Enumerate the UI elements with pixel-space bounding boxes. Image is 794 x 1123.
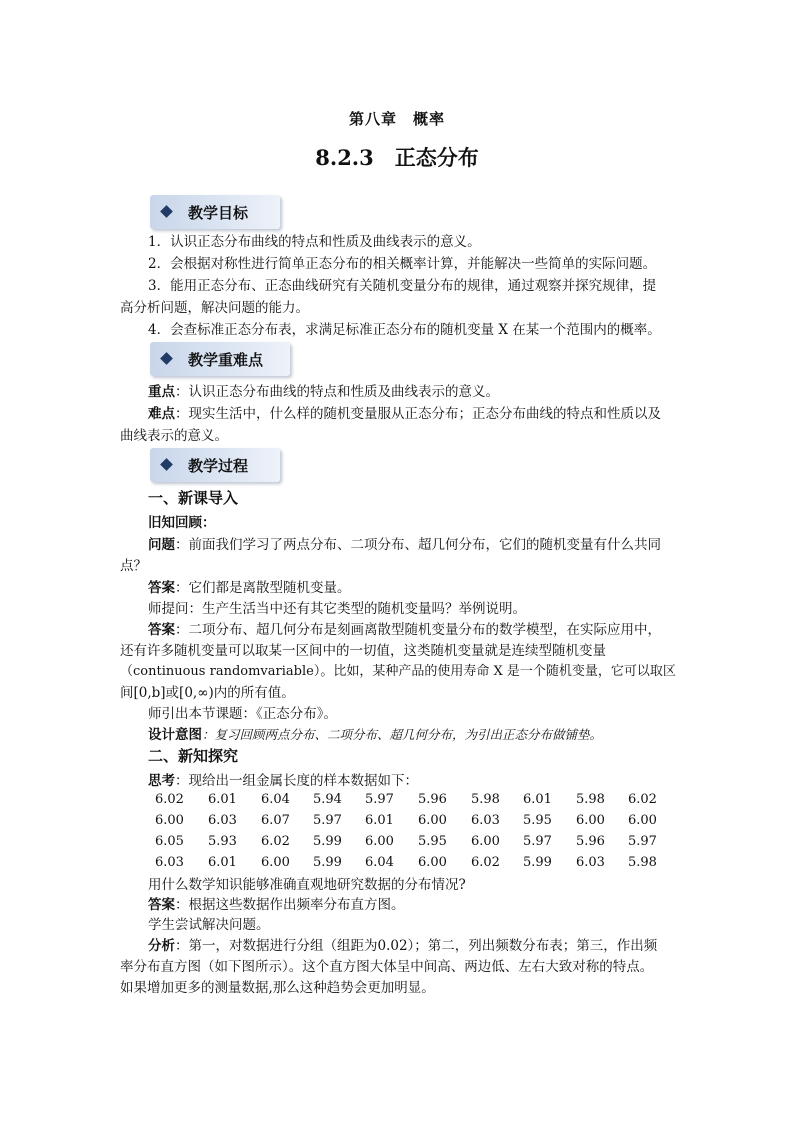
banner-teaching-process <box>150 448 280 482</box>
difficult-point-continued: 曲线表示的意义。 <box>120 428 228 444</box>
analysis-continued: 率分布直方图（如下图所示）。这个直方图大体呈中间高、两边低、左右大致对称的特点。 <box>120 959 654 975</box>
table-cell: 6.03 <box>155 855 184 870</box>
banner-key-points <box>150 342 290 376</box>
goal-item-continued: 高分析问题，解决问题的能力。 <box>120 300 309 316</box>
answer-continued: 间[0,b]或[0,∞)内的所有值。 <box>120 685 295 701</box>
table-cell: 5.95 <box>418 834 447 849</box>
table-cell: 6.02 <box>261 834 290 849</box>
table-cell: 6.05 <box>155 834 184 849</box>
table-cell: 5.96 <box>418 792 447 807</box>
design-intent-line: 设计意图：复习回顾两点分布、二项分布、超几何分布，为引出正态分布做铺垫。 <box>148 727 603 743</box>
diamond-bullet-icon <box>160 352 173 365</box>
table-cell: 6.00 <box>471 834 500 849</box>
table-cell: 5.97 <box>628 834 657 849</box>
table-cell: 5.99 <box>313 834 342 849</box>
chapter-title: 第八章 概率 <box>348 110 445 128</box>
table-cell: 5.98 <box>628 855 657 870</box>
table-cell: 6.03 <box>208 813 237 828</box>
key-point-line: 重点：认识正态分布曲线的特点和性质及曲线表示的意义。 <box>148 384 499 400</box>
think-line: 思考：现给出一组金属长度的样本数据如下： <box>148 773 418 789</box>
table-cell: 6.00 <box>576 813 605 828</box>
table-cell: 6.01 <box>523 792 552 807</box>
table-cell: 6.00 <box>418 855 447 870</box>
banner-label: 教学过程 <box>188 457 249 475</box>
answer-continued: （continuous randomvariable）。比如，某种产品的使用寿命 X 是一个随机变量，它可以取区 <box>120 664 676 679</box>
question-continued: 点？ <box>120 558 147 574</box>
goal-item: 1．认识正态分布曲线的特点和性质及曲线表示的意义。 <box>148 234 481 250</box>
section-heading-explore: 二、新知探究 <box>148 747 239 765</box>
table-cell: 5.99 <box>523 855 552 870</box>
analysis-continued: 如果增加更多的测量数据,那么这种趋势会更加明显。 <box>120 980 435 996</box>
difficult-point-line: 难点：现实生活中，什么样的随机变量服从正态分布；正态分布曲线的特点和性质以及 <box>148 406 661 422</box>
banner-label: 教学目标 <box>188 204 249 222</box>
table-cell: 5.95 <box>523 813 552 828</box>
table-cell: 5.99 <box>313 855 342 870</box>
table-cell: 5.94 <box>313 792 342 807</box>
table-cell: 6.04 <box>365 855 394 870</box>
banner-label: 教学重难点 <box>188 351 264 369</box>
table-cell: 5.98 <box>576 792 605 807</box>
table-cell: 6.02 <box>628 792 657 807</box>
goal-item: 4．会查标准正态分布表，求满足标准正态分布的随机变量 X 在某一个范围内的概率。 <box>148 322 661 338</box>
answer-line: 答案：二项分布、超几何分布是刻画离散型随机变量分布的数学模型，在实际应用中， <box>148 622 661 638</box>
answer-line: 答案：根据这些数据作出频率分布直方图。 <box>148 897 405 913</box>
section-title: 8.2.3 正态分布 <box>315 145 479 170</box>
table-cell: 5.93 <box>208 834 237 849</box>
table-cell: 6.01 <box>365 813 394 828</box>
table-cell: 6.00 <box>155 813 184 828</box>
table-cell: 5.98 <box>471 792 500 807</box>
table-cell: 6.07 <box>261 813 290 828</box>
table-cell: 6.01 <box>208 855 237 870</box>
diamond-bullet-icon <box>160 458 173 471</box>
table-cell: 6.02 <box>471 855 500 870</box>
teacher-question: 师提问：生产生活当中还有其它类型的随机变量吗？举例说明。 <box>148 601 526 617</box>
table-cell: 6.04 <box>261 792 290 807</box>
goal-item: 3．能用正态分布、正态曲线研究有关随机变量分布的规律，通过观察并探究规律，提 <box>148 278 657 294</box>
table-cell: 5.97 <box>313 813 342 828</box>
question-line: 用什么数学知识能够准确直观地研究数据的分布情况? <box>148 877 466 893</box>
table-cell: 6.00 <box>261 855 290 870</box>
diamond-bullet-icon <box>160 205 173 218</box>
table-cell: 5.96 <box>576 834 605 849</box>
lesson-topic-line: 师引出本节课题：《正态分布》。 <box>148 706 337 722</box>
section-heading-intro: 一、新课导入 <box>148 489 239 507</box>
table-cell: 6.00 <box>628 813 657 828</box>
table-cell: 5.97 <box>365 792 394 807</box>
student-try-line: 学生尝试解决问题。 <box>148 917 270 933</box>
table-cell: 6.00 <box>418 813 447 828</box>
table-cell: 5.97 <box>523 834 552 849</box>
answer-line: 答案：它们都是离散型随机变量。 <box>148 580 351 596</box>
banner-teaching-goals <box>150 195 280 229</box>
table-cell: 6.01 <box>208 792 237 807</box>
question-line: 问题：前面我们学习了两点分布、二项分布、超几何分布，它们的随机变量有什么共同 <box>148 537 661 553</box>
table-cell: 6.00 <box>365 834 394 849</box>
review-label: 旧知回顾： <box>148 515 216 531</box>
analysis-line: 分析：第一，对数据进行分组（组距为0.02）；第二，列出频数分布表；第三，作出频 <box>148 938 658 954</box>
table-cell: 6.03 <box>576 855 605 870</box>
goal-item: 2．会根据对称性进行简单正态分布的相关概率计算，并能解决一些简单的实际问题。 <box>148 256 657 272</box>
table-cell: 6.03 <box>471 813 500 828</box>
answer-continued: 还有许多随机变量可以取某一区间中的一切值，这类随机变量就是连续型随机变量 <box>120 643 606 659</box>
table-cell: 6.02 <box>155 792 184 807</box>
